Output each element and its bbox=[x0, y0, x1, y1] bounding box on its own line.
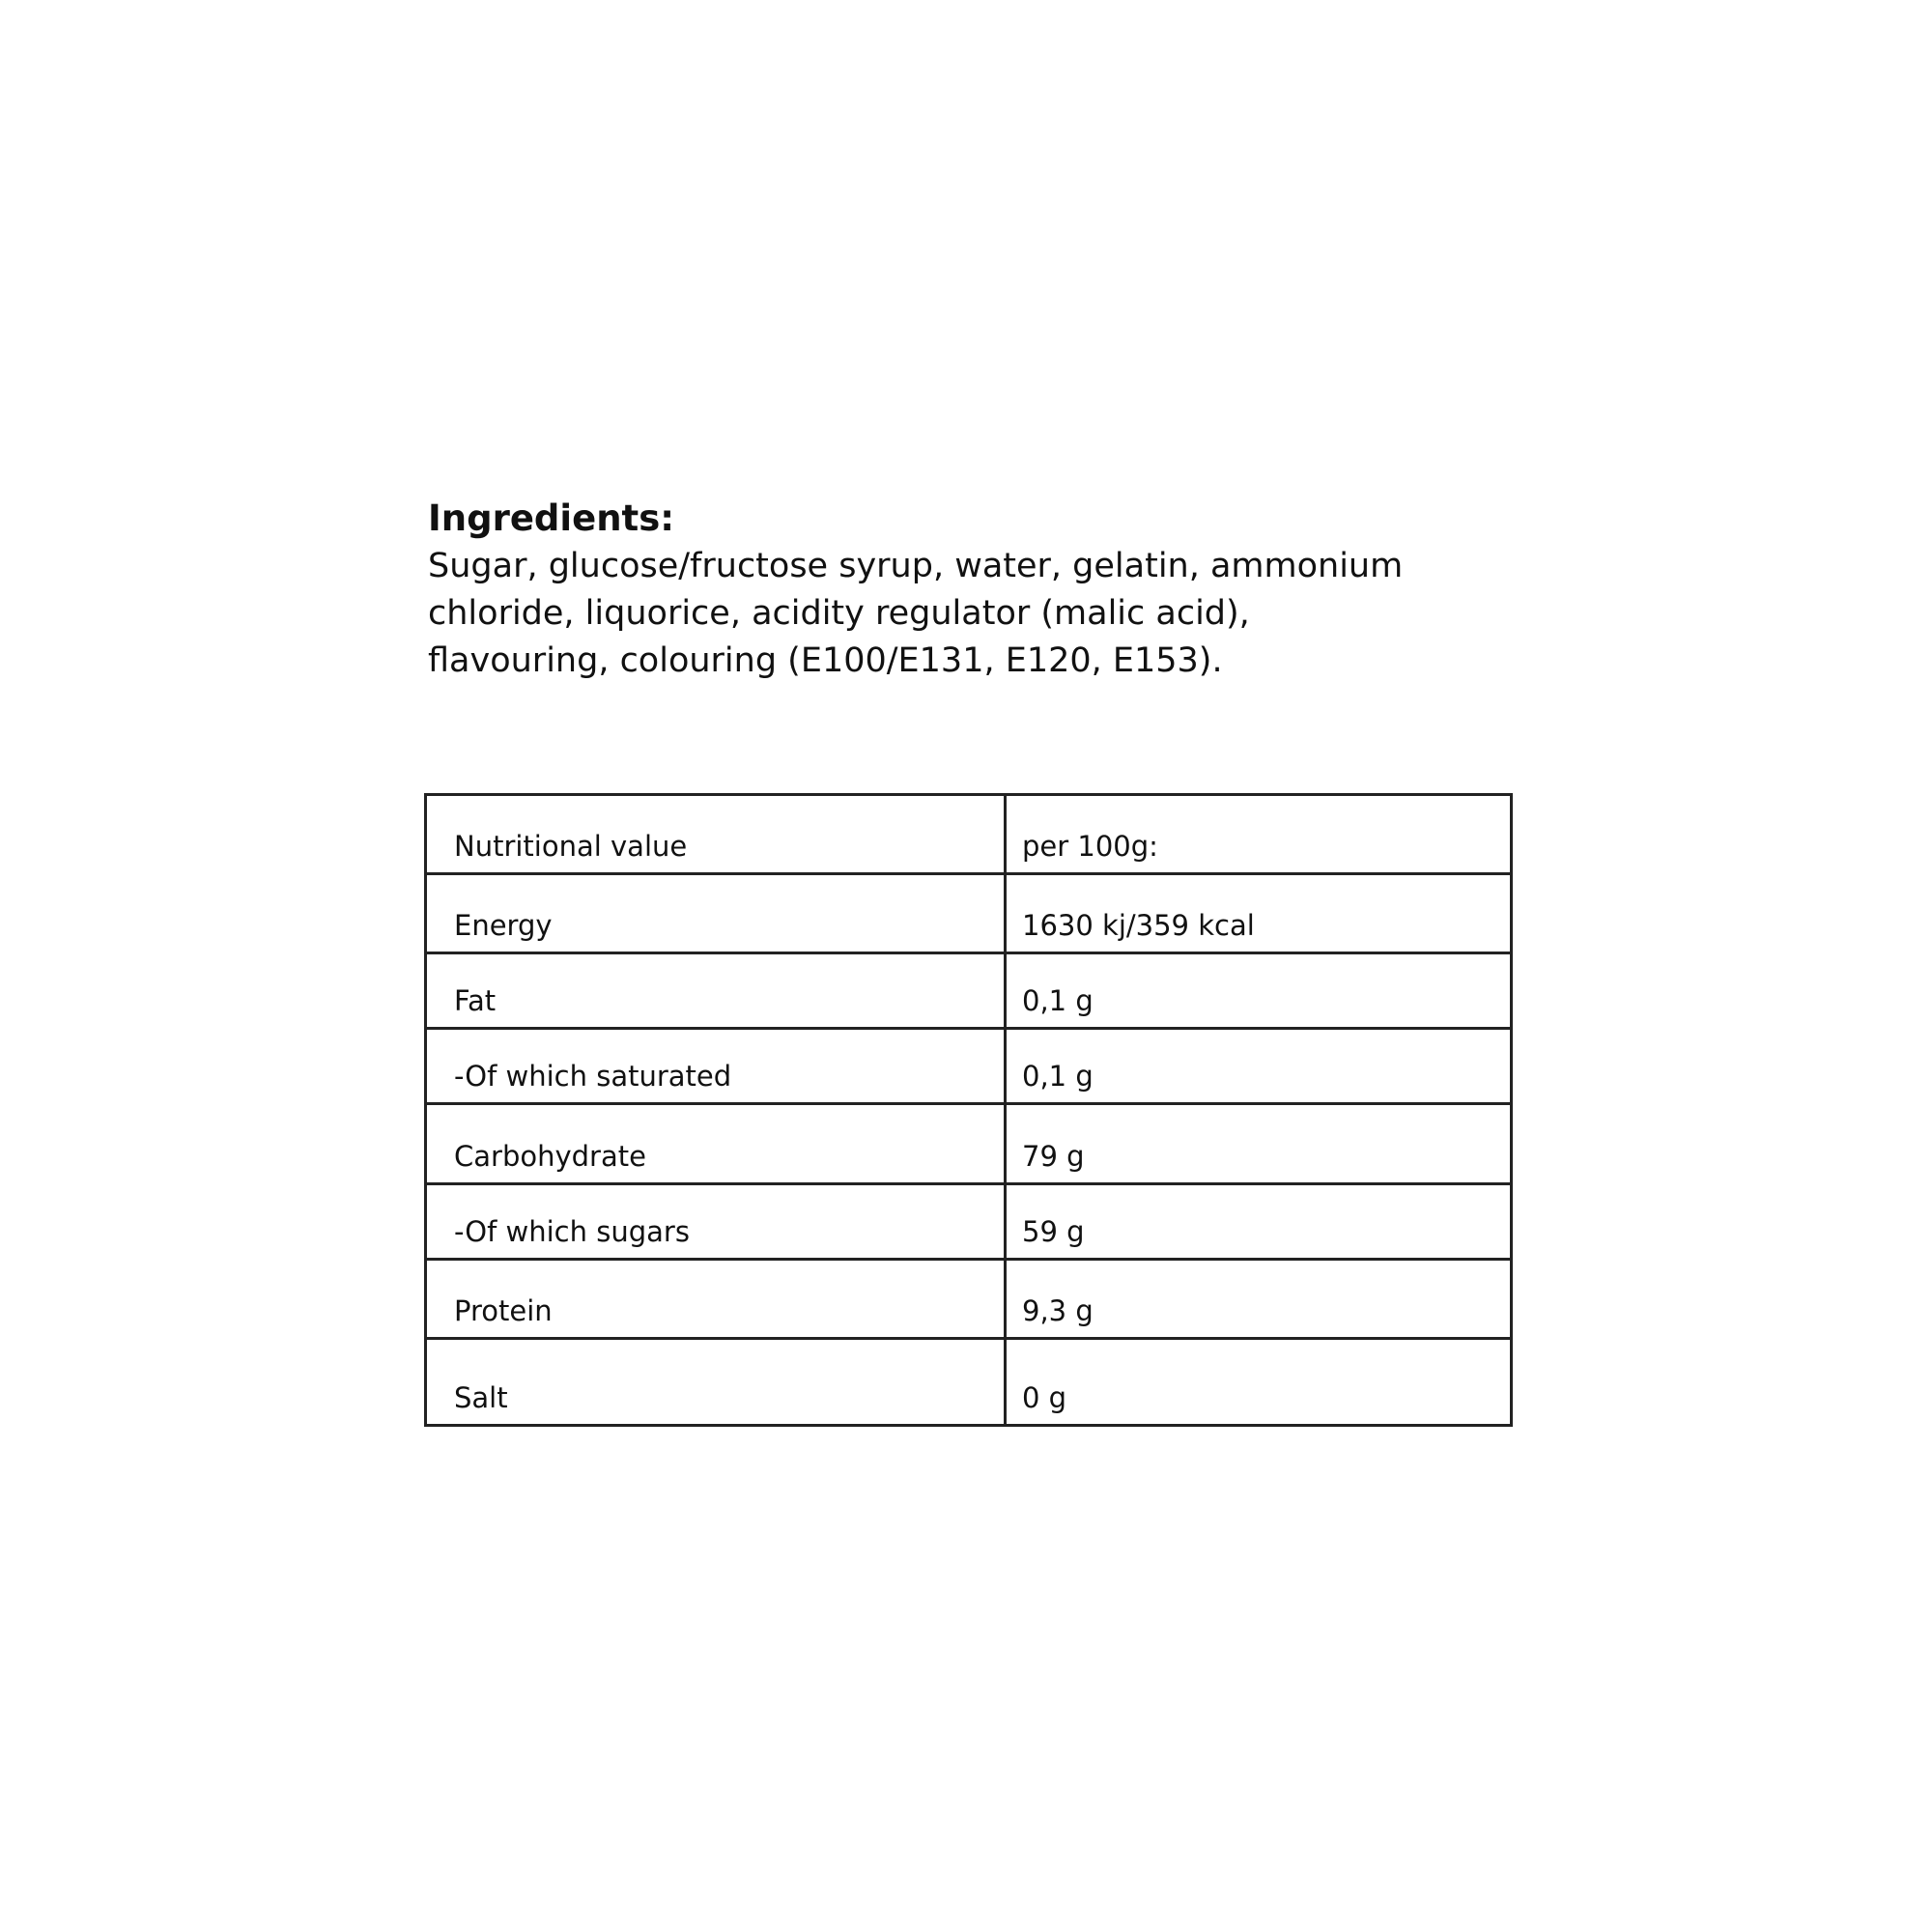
nutrient-value-sugars: 59 g bbox=[1006, 1184, 1512, 1260]
table-row bbox=[426, 953, 1512, 1029]
nutrient-value-saturated: 0,1 g bbox=[1006, 1029, 1512, 1104]
nutrient-label-carbohydrate: Carbohydrate bbox=[426, 1104, 1006, 1184]
table-row bbox=[426, 1339, 1512, 1426]
nutrient-label-salt: Salt bbox=[426, 1339, 1006, 1426]
nutrition-header-label: Nutritional value bbox=[426, 795, 1006, 874]
nutrition-header-value: per 100g: bbox=[1006, 795, 1512, 874]
ingredients-heading: Ingredients: bbox=[428, 497, 675, 539]
nutrient-value-salt: 0 g bbox=[1006, 1339, 1512, 1426]
table-row bbox=[426, 1104, 1512, 1184]
nutrition-header-row bbox=[426, 795, 1512, 874]
table-row bbox=[426, 1184, 1512, 1260]
nutrient-label-saturated: -Of which saturated bbox=[426, 1029, 1006, 1104]
table-row bbox=[426, 1260, 1512, 1339]
nutrient-label-protein: Protein bbox=[426, 1260, 1006, 1339]
nutrient-label-sugars: -Of which sugars bbox=[426, 1184, 1006, 1260]
ingredients-text: Sugar, glucose/fructose syrup, water, gelatin, ammonium chloride, liquorice, acidity regulator (malic acid), flavouring, colouring (E100/E131, E120, E153). bbox=[428, 547, 1404, 680]
ingredients-section bbox=[428, 495, 1529, 685]
nutrient-label-fat: Fat bbox=[426, 953, 1006, 1029]
nutrient-value-fat: 0,1 g bbox=[1006, 953, 1512, 1029]
nutrient-label-energy: Energy bbox=[426, 874, 1006, 953]
table-row bbox=[426, 874, 1512, 953]
nutrient-value-carbohydrate: 79 g bbox=[1006, 1104, 1512, 1184]
nutrient-value-protein: 9,3 g bbox=[1006, 1260, 1512, 1339]
nutrition-table bbox=[424, 793, 1513, 1427]
table-row bbox=[426, 1029, 1512, 1104]
nutrient-value-energy: 1630 kj/359 kcal bbox=[1006, 874, 1512, 953]
